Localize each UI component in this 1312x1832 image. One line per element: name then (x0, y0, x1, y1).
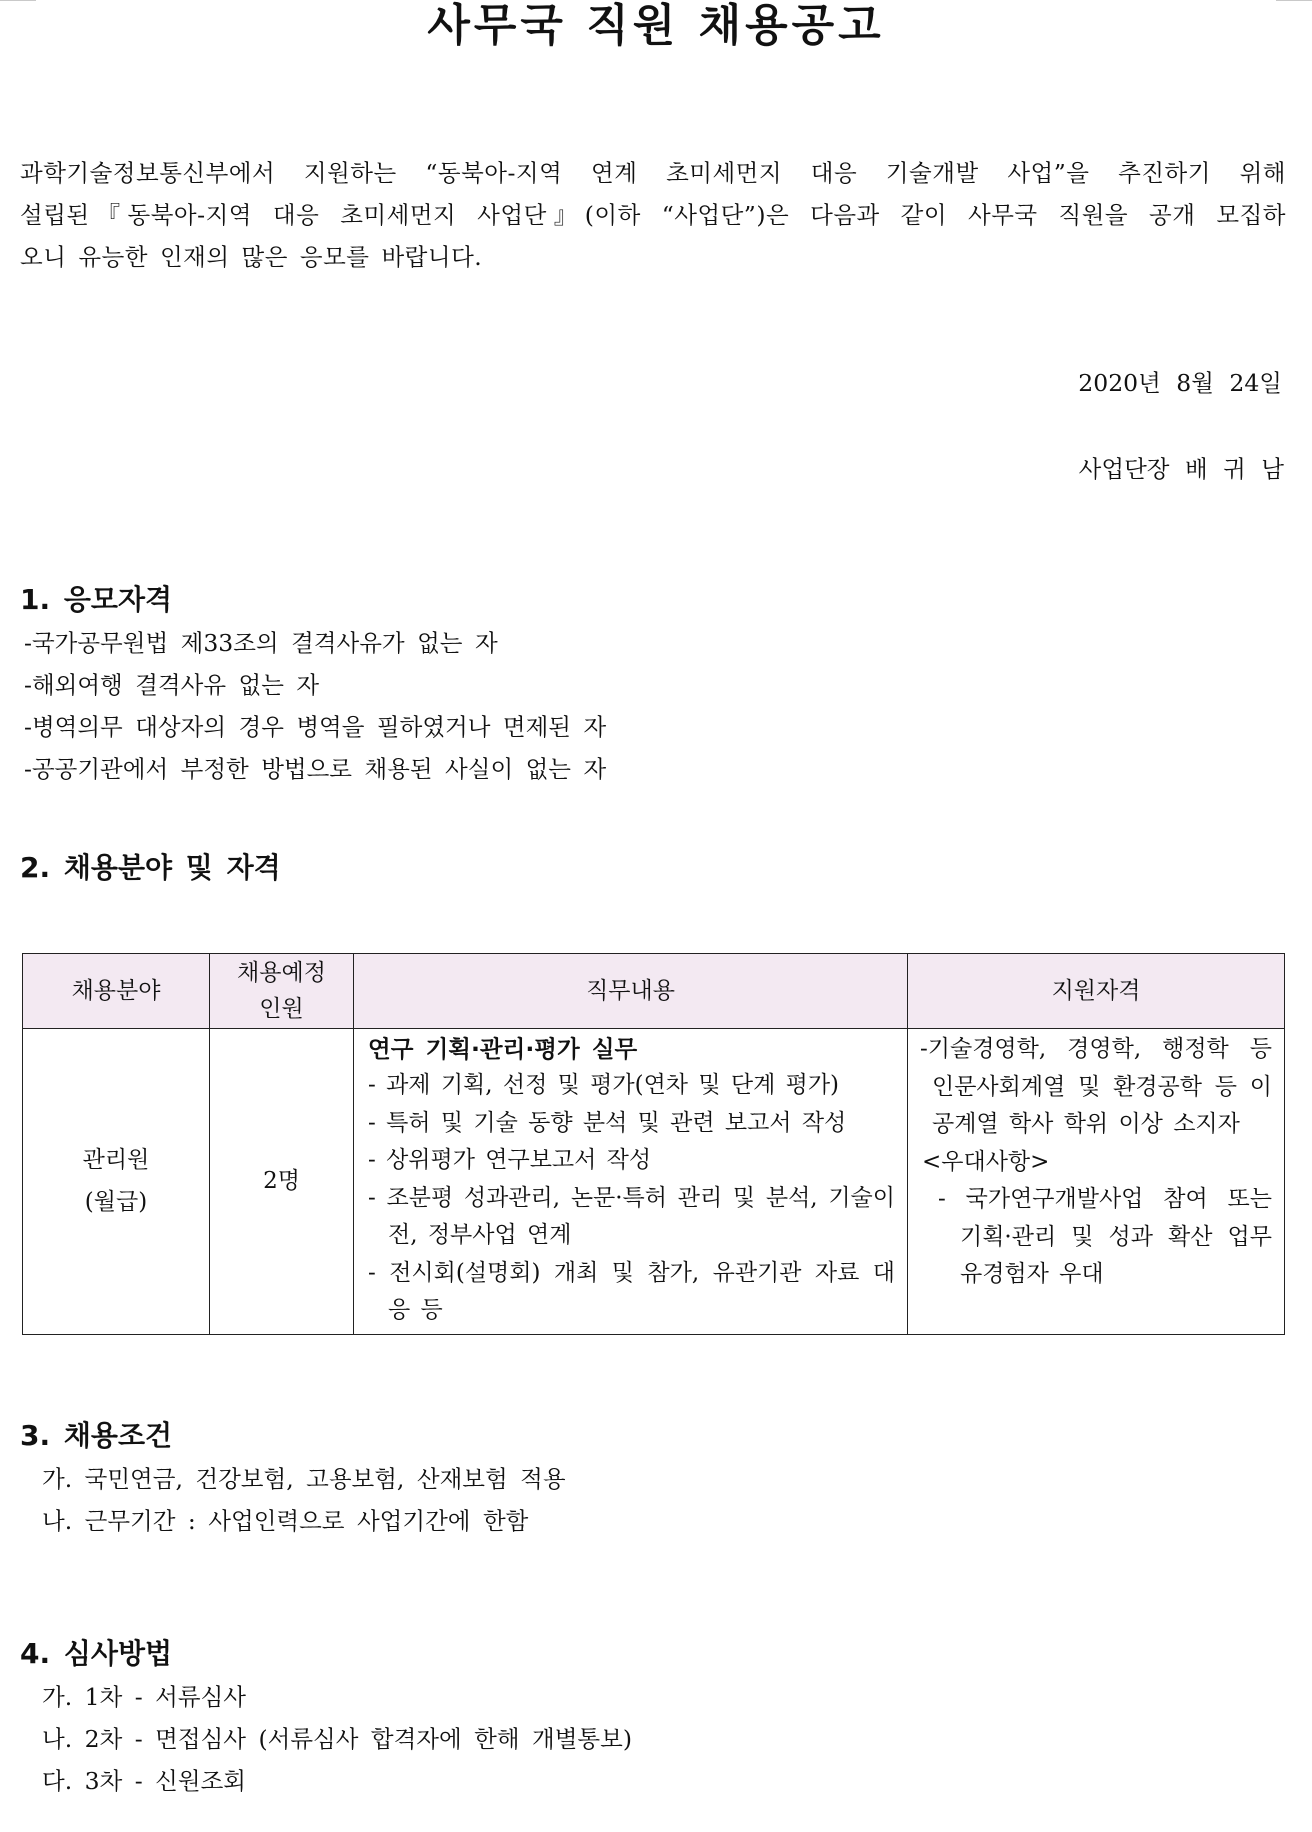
duty-item: - 전시회(설명회) 개최 및 참가, 유관기관 자료 대응 등 (368, 1259, 895, 1323)
duty-item: - 특허 및 기술 동향 분석 및 관련 보고서 작성 (368, 1109, 847, 1136)
list-item: -병역의무 대상자의 경우 병역을 필하였거나 면제된 자 (24, 713, 607, 741)
intro-line: 과학기술정보통신부에서 지원하는 “동북아-지역 연계 초미세먼지 대응 기술개발 사업”을 추진하기 위해 (20, 159, 1286, 187)
duty-item: - 상위평가 연구보고서 작성 (368, 1147, 652, 1173)
conditions-list (42, 1458, 566, 1542)
preference-item: - 국가연구개발사업 참여 또는 기획·관리 및 성과 확산 업무 유경험자 우대 (938, 1186, 1272, 1287)
cell-field (23, 1029, 210, 1335)
list-item: -국가공무원법 제33조의 결격사유가 없는 자 (24, 629, 498, 657)
list-item: 나. 2차 - 면접심사 (서류심사 합격자에 한해 개별통보) (42, 1725, 633, 1753)
list-item: 나. 근무기간 : 사업인력으로 사업기간에 한함 (42, 1507, 529, 1535)
duty-title: 연구 기획·관리·평가 실무 (368, 1035, 638, 1063)
signer-name: 사업단장 배 귀 남 (1078, 455, 1284, 483)
list-item: -해외여행 결격사유 없는 자 (24, 671, 320, 699)
document-title: 사무국 직원 채용공고 (427, 0, 885, 51)
duty-item: - 과제 기획, 선정 및 평가(연차 및 단계 평가) (368, 1072, 840, 1098)
preference-title: <우대사항> (922, 1148, 1050, 1175)
announcement-date: 2020년 8월 24일 (1078, 369, 1282, 397)
cell-duties (354, 1029, 908, 1335)
header-count-line2: 인원 (259, 996, 304, 1022)
intro-line: 설립된『동북아-지역 대응 초미세먼지 사업단』(이하 “사업단”)은 다음과 같이 사무국 직원을 공개 모집하 (20, 201, 1286, 229)
header-duties: 직무내용 (354, 954, 908, 1029)
section-heading-conditions: 3. 채용조건 (20, 1419, 173, 1452)
table-header-row (23, 954, 1285, 1029)
qualification-main: -기술경영학, 경영학, 행정학 등 인문사회계열 및 환경공학 등 이공계열 학사 학위 이상 소지자 (920, 1036, 1272, 1137)
duty-item: - 조분평 성과관리, 논문·특허 관리 및 분석, 기술이전, 정부사업 연계 (368, 1184, 895, 1248)
section-heading-positions: 2. 채용분야 및 자격 (20, 851, 281, 884)
cell-qualifications (908, 1029, 1285, 1335)
list-item: 가. 국민연금, 건강보험, 고용보험, 산재보험 적용 (42, 1465, 566, 1493)
positions-table (22, 953, 1285, 1335)
duty-list (368, 1067, 895, 1330)
table-row (23, 1029, 1285, 1335)
list-item: 가. 1차 - 서류심사 (42, 1683, 246, 1711)
field-name: 관리원 (82, 1147, 150, 1174)
header-qualifications: 지원자격 (908, 954, 1285, 1029)
header-count (210, 954, 354, 1029)
section-heading-screening: 4. 심사방법 (20, 1637, 173, 1670)
section-heading-eligibility: 1. 응모자격 (20, 583, 173, 616)
intro-paragraph (20, 152, 1286, 278)
header-field: 채용분야 (23, 954, 210, 1029)
screening-list (42, 1676, 632, 1802)
list-item: -공공기관에서 부정한 방법으로 채용된 사실이 없는 자 (24, 755, 607, 783)
eligibility-list (24, 622, 606, 790)
list-item: 다. 3차 - 신원조회 (42, 1767, 246, 1795)
cell-count: 2명 (210, 1029, 354, 1335)
header-count-line1: 채용예정 (237, 960, 326, 986)
field-pay-type: (월급) (84, 1189, 148, 1216)
intro-line: 오니 유능한 인재의 많은 응모를 바랍니다. (20, 243, 483, 271)
